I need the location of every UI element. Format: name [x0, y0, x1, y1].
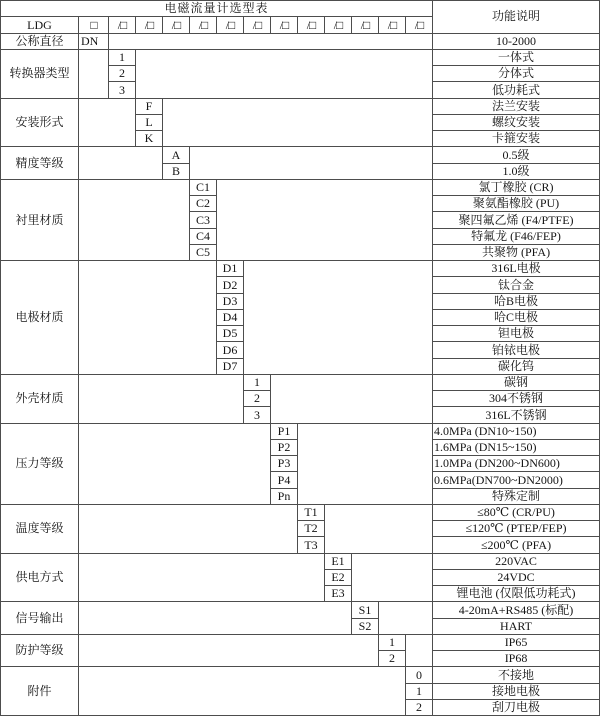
function-desc: ≤120℃ (PTEP/FEP): [433, 521, 600, 537]
left-spacer: [79, 261, 217, 375]
function-desc: 碳化钨: [433, 358, 600, 374]
code-cell: 2: [406, 699, 433, 715]
table-row: [1, 98, 600, 114]
table-row: [1, 634, 600, 650]
function-desc: 氯丁橡胶 (CR): [433, 179, 600, 195]
group-label-housing-material: 外壳材质: [1, 374, 79, 423]
function-desc: IP68: [433, 651, 600, 667]
table-row: [1, 602, 600, 618]
model-slash-box-cell: /□: [163, 17, 190, 33]
code-cell: 2: [379, 651, 406, 667]
function-desc: HART: [433, 618, 600, 634]
code-cell: 2: [109, 66, 136, 82]
right-spacer: [271, 374, 433, 423]
function-desc: 哈C电极: [433, 309, 600, 325]
right-spacer: [379, 602, 433, 635]
function-desc: 刮刀电极: [433, 699, 600, 715]
code-cell: 1: [406, 683, 433, 699]
model-box-cell: □: [79, 17, 109, 33]
code-cell: F: [136, 98, 163, 114]
function-desc: 不接地: [433, 667, 600, 683]
function-desc: 1.6MPa (DN15~150): [433, 439, 600, 455]
function-desc: 304不锈钢: [433, 391, 600, 407]
function-desc: 聚四氟乙烯 (F4/PTFE): [433, 212, 600, 228]
table-row: [1, 374, 600, 390]
right-spacer: [217, 179, 433, 260]
code-cell: 1: [109, 49, 136, 65]
code-cell: E2: [325, 569, 352, 585]
function-desc: 一体式: [433, 49, 600, 65]
code-cell: L: [136, 114, 163, 130]
function-desc: 锂电池 (仅限低功耗式): [433, 586, 600, 602]
table-row: [1, 147, 600, 163]
function-desc: 10-2000: [433, 33, 600, 49]
function-desc: 卡箍安装: [433, 131, 600, 147]
model-slash-box-cell: /□: [190, 17, 217, 33]
function-desc: 钛合金: [433, 277, 600, 293]
left-spacer: [79, 504, 298, 553]
right-spacer: [325, 504, 433, 553]
group-label-lining-material: 衬里材质: [1, 179, 79, 260]
right-spacer: [163, 98, 433, 147]
code-cell: C3: [190, 212, 217, 228]
function-desc: 1.0级: [433, 163, 600, 179]
function-desc: 法兰安装: [433, 98, 600, 114]
group-label-converter-type: 转换器类型: [1, 49, 79, 98]
table-row: [1, 553, 600, 569]
code-cell: 2: [244, 391, 271, 407]
function-desc: 分体式: [433, 66, 600, 82]
code-cell: 3: [109, 82, 136, 98]
code-cell: T1: [298, 504, 325, 520]
model-slash-box-cell: /□: [244, 17, 271, 33]
left-spacer: [79, 602, 352, 635]
code-cell: 0: [406, 667, 433, 683]
model-slash-box-cell: /□: [109, 17, 136, 33]
table-row: [1, 33, 600, 49]
left-spacer: [79, 147, 163, 180]
function-desc: 316L电极: [433, 261, 600, 277]
model-slash-box-cell: /□: [406, 17, 433, 33]
function-desc: 特氟龙 (F46/FEP): [433, 228, 600, 244]
code-cell: B: [163, 163, 190, 179]
code-cell: T2: [298, 521, 325, 537]
function-desc: 碳钢: [433, 374, 600, 390]
model-slash-box-cell: /□: [217, 17, 244, 33]
right-spacer: [352, 553, 433, 602]
function-desc: ≤200℃ (PFA): [433, 537, 600, 553]
code-cell: A: [163, 147, 190, 163]
code-cell: C1: [190, 179, 217, 195]
function-desc: 共聚物 (PFA): [433, 244, 600, 260]
right-spacer: [406, 634, 433, 667]
left-spacer: [79, 98, 136, 147]
right-spacer: [136, 49, 433, 98]
code-cell: P1: [271, 423, 298, 439]
code-cell: D4: [217, 309, 244, 325]
code-cell: D1: [217, 261, 244, 277]
code-cell: D3: [217, 293, 244, 309]
function-desc: 钽电极: [433, 326, 600, 342]
code-cell: Pn: [271, 488, 298, 504]
function-desc: 1.0MPa (DN200~DN600): [433, 456, 600, 472]
function-desc: 哈B电极: [433, 293, 600, 309]
group-label-nominal-diameter: 公称直径: [1, 33, 79, 49]
code-cell: 1: [379, 634, 406, 650]
code-cell: D6: [217, 342, 244, 358]
model-prefix: LDG: [1, 17, 79, 33]
code-cell: P3: [271, 456, 298, 472]
left-spacer: [79, 667, 406, 716]
function-desc: 24VDC: [433, 569, 600, 585]
table-row: [1, 179, 600, 195]
right-spacer: [298, 423, 433, 504]
code-cell: D5: [217, 326, 244, 342]
function-desc: 0.6MPa(DN700~DN2000): [433, 472, 600, 488]
function-desc: 4.0MPa (DN10~150): [433, 423, 600, 439]
model-slash-box-cell: /□: [325, 17, 352, 33]
function-desc: 特殊定制: [433, 488, 600, 504]
model-slash-box-cell: /□: [352, 17, 379, 33]
code-cell: S1: [352, 602, 379, 618]
code-cell: E1: [325, 553, 352, 569]
code-cell: DN: [79, 33, 109, 49]
group-label-installation-form: 安装形式: [1, 98, 79, 147]
table-row: [1, 504, 600, 520]
function-desc: 316L不锈钢: [433, 407, 600, 423]
code-cell: D7: [217, 358, 244, 374]
function-desc: 0.5级: [433, 147, 600, 163]
code-cell: P2: [271, 439, 298, 455]
group-label-temperature-grade: 温度等级: [1, 504, 79, 553]
group-label-signal-output: 信号输出: [1, 602, 79, 635]
group-label-power-supply: 供电方式: [1, 553, 79, 602]
code-cell: 3: [244, 407, 271, 423]
table-title: 电磁流量计选型表: [1, 1, 433, 17]
model-slash-box-cell: /□: [379, 17, 406, 33]
left-spacer: [79, 634, 379, 667]
function-desc: IP65: [433, 634, 600, 650]
code-cell: C5: [190, 244, 217, 260]
group-label-accessories: 附件: [1, 667, 79, 716]
function-desc: 螺纹安装: [433, 114, 600, 130]
right-spacer: [109, 33, 433, 49]
code-cell: 1: [244, 374, 271, 390]
function-desc: ≤80℃ (CR/PU): [433, 504, 600, 520]
model-slash-box-cell: /□: [136, 17, 163, 33]
left-spacer: [79, 49, 109, 98]
right-spacer: [244, 261, 433, 375]
code-cell: C2: [190, 196, 217, 212]
code-cell: S2: [352, 618, 379, 634]
group-label-pressure-grade: 压力等级: [1, 423, 79, 504]
left-spacer: [79, 423, 271, 504]
function-desc: 220VAC: [433, 553, 600, 569]
function-desc: 低功耗式: [433, 82, 600, 98]
left-spacer: [79, 553, 325, 602]
function-desc: 聚氨酯橡胶 (PU): [433, 196, 600, 212]
code-cell: P4: [271, 472, 298, 488]
function-desc: 接地电极: [433, 683, 600, 699]
code-cell: E3: [325, 586, 352, 602]
code-cell: T3: [298, 537, 325, 553]
model-slash-box-cell: /□: [298, 17, 325, 33]
table-row: [1, 49, 600, 65]
code-cell: D2: [217, 277, 244, 293]
title-row: [1, 1, 600, 17]
right-spacer: [190, 147, 433, 180]
function-desc: 4-20mA+RS485 (标配): [433, 602, 600, 618]
table-row: [1, 667, 600, 683]
left-spacer: [79, 374, 244, 423]
group-label-electrode-material: 电极材质: [1, 261, 79, 375]
function-desc: 铂铱电极: [433, 342, 600, 358]
group-label-protection-grade: 防护等级: [1, 634, 79, 667]
table-row: [1, 261, 600, 277]
table-row: [1, 423, 600, 439]
model-slash-box-cell: /□: [271, 17, 298, 33]
function-header: 功能说明: [433, 1, 600, 34]
group-label-accuracy-grade: 精度等级: [1, 147, 79, 180]
code-cell: K: [136, 131, 163, 147]
code-cell: C4: [190, 228, 217, 244]
left-spacer: [79, 179, 190, 260]
